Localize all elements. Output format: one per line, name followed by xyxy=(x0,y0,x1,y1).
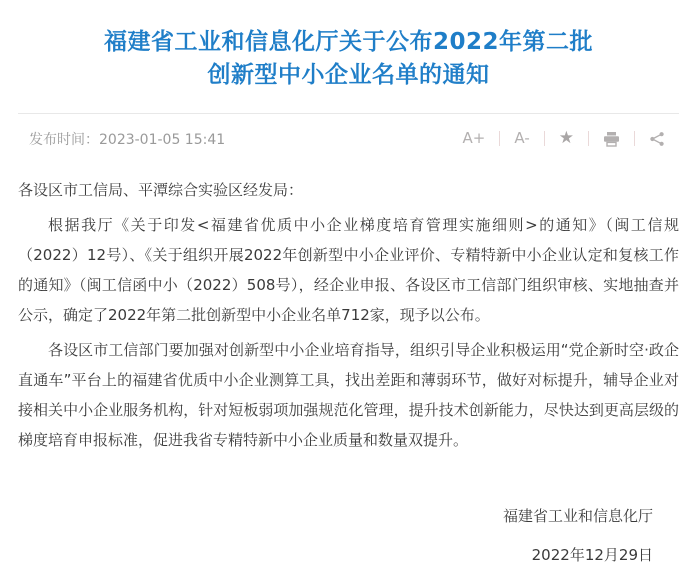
page-title: 福建省工业和信息化厅关于公布2022年第二批创新型中小企业名单的通知 xyxy=(103,29,593,88)
font-increase-button[interactable]: A+ xyxy=(462,129,486,147)
signature: 福建省工业和信息化厅 xyxy=(502,507,653,525)
star-icon: ★ xyxy=(558,128,574,148)
share-icon xyxy=(649,131,665,147)
toolbar-separator xyxy=(499,131,500,146)
publish-time xyxy=(29,129,225,149)
toolbar-separator xyxy=(634,131,635,146)
toolbar-separator xyxy=(544,131,545,146)
print-button[interactable] xyxy=(601,131,622,147)
publish-time-value: 2023-01-05 15:41 xyxy=(99,131,226,148)
favorite-button[interactable] xyxy=(557,130,576,147)
share-button[interactable] xyxy=(647,131,667,147)
publish-time-label: 发布时间： xyxy=(29,131,99,148)
printer-icon xyxy=(603,131,620,147)
toolbar-separator xyxy=(588,131,589,146)
notice-page xyxy=(0,26,697,564)
paragraph-1: 根据我厅《关于印发<福建省优质中小企业梯度培育管理实施细则>的通知》（闽工信规（2022）12号）、《关于组织开展2022年创新型中小企业评价、专精特新中小企业认定和复核工作的通知》（闽工信函中小（2022）508号），经企业申报、各设区市工信部门组织审核、实地抽查并公示，确定了2022年第二批创新型中小企业名单712家，现予以公布。 xyxy=(18,216,679,324)
article-toolbar xyxy=(461,130,667,147)
signature-date: 2022年12月29日 xyxy=(531,546,653,564)
meta-row xyxy=(18,114,679,148)
font-decrease-button[interactable]: A- xyxy=(514,129,530,147)
paragraph-2: 各设区市工信部门要加强对创新型中小企业培育指导，组织引导企业积极运用“党企新时空·政企直通车”平台上的福建省优质中小企业测算工具，找出差距和薄弱环节，做好对标提升，辅导企业对接相关中小企业服务机构，针对短板弱项加强规范化管理，提升技术创新能力，尽快达到更高层级的梯度培育申报标准，促进我省专精特新中小企业质量和数量双提升。 xyxy=(18,341,679,449)
salutation: 各设区市工信局、平潭综合实验区经发局： xyxy=(18,181,304,199)
article-body xyxy=(18,175,679,455)
